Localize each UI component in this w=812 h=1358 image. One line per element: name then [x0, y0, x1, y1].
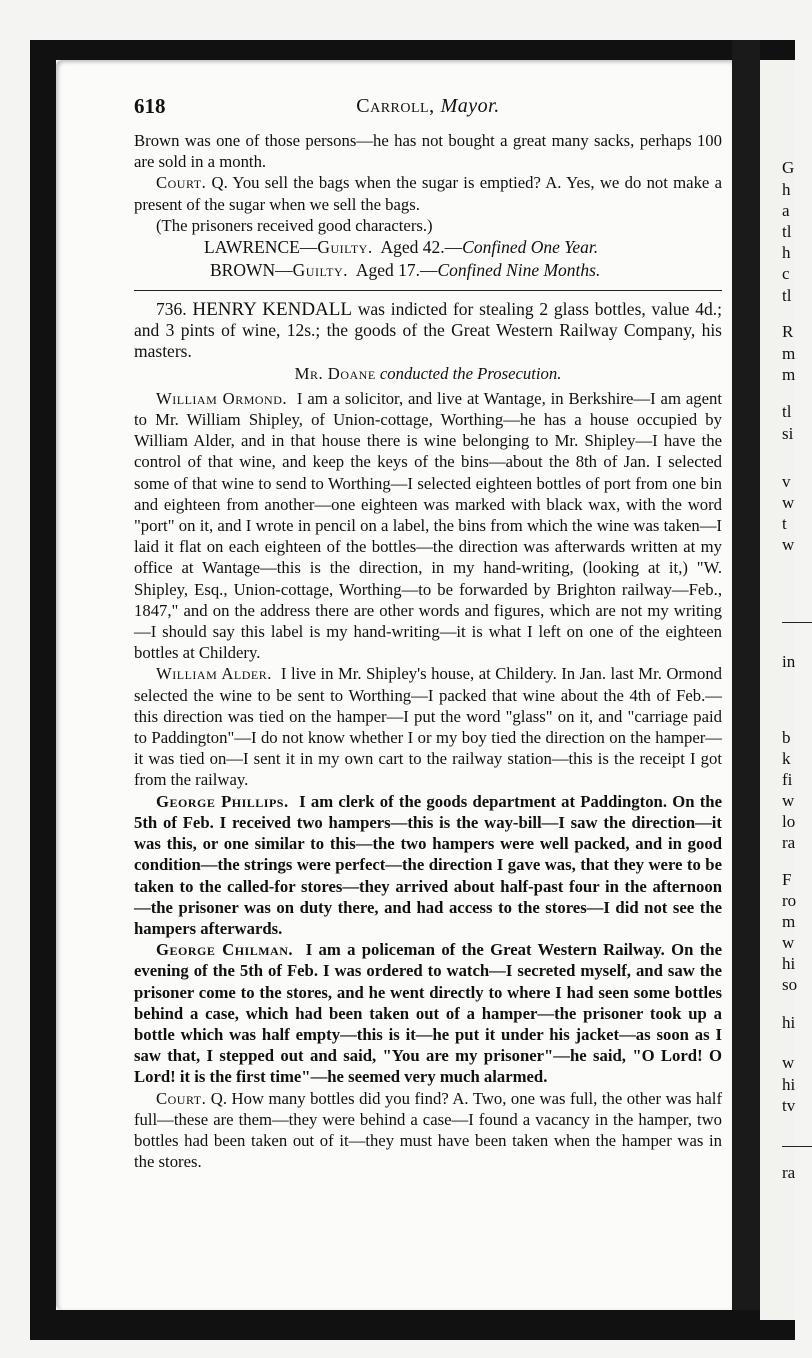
running-head-title: Mayor.: [440, 95, 500, 117]
next-page-fragment: w: [782, 791, 795, 810]
witness-testimony: [134, 939, 722, 1087]
court-question: [134, 172, 722, 214]
running-header: [134, 96, 722, 130]
defendant-name: LAWRENCE—: [204, 237, 318, 258]
next-page-fragment: t: [782, 514, 787, 533]
case-number: 736.: [156, 299, 187, 320]
page-content: [134, 96, 722, 1172]
running-head-name: Carroll,: [356, 95, 435, 117]
section-divider: [134, 290, 722, 291]
next-page-fragment: w: [782, 535, 795, 554]
sentence: Confined Nine Months.: [437, 260, 601, 281]
case-heading: [134, 299, 722, 363]
next-page-fragment: lo: [782, 812, 796, 831]
next-page-fragment: tl: [782, 222, 792, 241]
witness-name: George Phillips.: [156, 791, 289, 811]
witness-name: William Alder.: [156, 664, 272, 684]
witness-testimony: [134, 663, 722, 790]
testimony-text: I live in Mr. Shipley's house, at Childery. In Jan. last Mr. Ormond selected the wine to be sent to Worthing—I packed that wine about the 4th of Feb.—this direction was tied on the hamper—I put the word "glass" on it, and "carriage paid to Paddington"—I do not know whether I or my boy tied the direction on the hamper—it was tied on—I sent it in my own cart to the railway station—this is the receipt I got from the railway.: [134, 664, 723, 790]
defendant-name: BROWN—: [210, 260, 293, 281]
next-page-fragment: si: [782, 424, 794, 443]
scan-frame-top: [30, 40, 795, 60]
next-page-fragment: w: [782, 933, 795, 952]
page-number: 618: [134, 94, 166, 118]
next-page-rule: [782, 1146, 812, 1147]
next-page-fragment: in: [782, 652, 796, 671]
paragraph: (The prisoners received good characters.): [156, 215, 433, 235]
prosecution-line: [134, 363, 722, 384]
testimony-text: I am clerk of the goods department at Paddington. On the 5th of Feb. I received two hampers—this is the way-bill—I saw the direction—it was this, or one similar to this—the two hampers were well packed, and in good condition—the strings were perfect—the direction I gave was, that they were to be taken to the called-for stores—they arrived about half-past four in the afternoon—the prisoner was on duty there, and had access to the stores—I did not see the hampers afterwards.: [134, 791, 722, 938]
sentence: Confined One Year.: [462, 237, 599, 258]
verdict-line: [134, 259, 722, 282]
court-question: [134, 1088, 722, 1173]
next-page-fragment: m: [782, 344, 796, 363]
verdict: Guilty.: [317, 237, 373, 258]
next-page-fragment: c: [782, 264, 790, 283]
case-charge: was indicted for stealing 2 glass bottles, value 4d.; and 3 pints of wine, 12s.; the goods of the Great Western Railway Company, his masters.: [134, 299, 722, 362]
next-page-fragment: v: [782, 472, 791, 491]
age: Aged 42.—: [380, 237, 463, 258]
next-page-edge: [760, 60, 798, 1320]
speaker-label: Court.: [156, 173, 207, 193]
next-page-fragment: tl: [782, 402, 792, 421]
next-page-fragment: ra: [782, 1163, 796, 1182]
next-page-fragment: a: [782, 201, 790, 220]
witness-name: George Chilman.: [156, 940, 294, 960]
next-page-fragment: m: [782, 912, 796, 931]
paragraph-text: Q. How many bottles did you find? A. Two, one was full, the other was half full—these are them—they were behind a case—I found a vacancy in the hamper, two bottles had been taken out of it—they must have been taken when the hamper was in the stores.: [134, 1088, 722, 1172]
next-page-fragment: hi: [782, 1013, 796, 1032]
next-page-fragment: ra: [782, 833, 796, 852]
prosecution-text: conducted the Prosecution.: [379, 363, 562, 383]
next-page-fragment: R: [782, 322, 794, 341]
scan-frame-bottom: [30, 1310, 795, 1340]
verdict: Guilty.: [292, 260, 349, 281]
next-page-fragment: G: [782, 158, 795, 177]
testimony-text: I am a solicitor, and live at Wantage, in Berkshire—I am agent to Mr. William Shipley, of Union-cottage, Worthing—he has a house occupied by William Alder, and in that house there is wine belonging to Mr. Shipley—I have the control of that wine, and keep the keys of the bins—about the 8th of Jan. I selected some of that wine to send to Worthing—I selected eighteen bottles of port from one bin and eighteen from another—one eighteen was marked with black wax, with the word "port" on it, and I wrote in pencil on a label, the bins from which the wine was taken—I laid it flat on each eighteen of the bottles—the direction was afterwards written at my office at Wantage—this is the direction, in my hand-writing, (looking at it,) "W. Shipley, Esq., Union-cottage, Worthing—to be forwarded by Brighton railway—Feb., 1847," and on the address there are other words and figures, which are not my writing—I should say this label is my hand-writing—it is what I left on one of the eighteen bottles at Childery.: [134, 388, 722, 663]
book-spine: [732, 40, 760, 1340]
next-page-fragment: w: [782, 493, 795, 512]
next-page-fragment: b: [782, 728, 791, 747]
next-page-fragment: m: [782, 365, 796, 384]
next-page-fragment: hi: [782, 1075, 796, 1094]
next-page-fragment: hi: [782, 954, 796, 973]
witness-testimony: [134, 388, 722, 664]
defendant-name: HENRY KENDALL: [192, 299, 352, 321]
testimony-text: I am a policeman of the Great Western Railway. On the evening of the 5th of Feb. I was ordered to watch—I secreted myself, and saw the prisoner come to the stores, and he went directly to where I had seen some bottles behind a case, which had been taken out of a hamper—the prisoner took up a bottle which was half empty—this is it—he put it under his jacket—as soon as I saw that, I stepped out and said, "You are my prisoner"—he said, "O Lord! O Lord! it is the first time"—he seemed very much alarmed.: [134, 940, 722, 1087]
witness-name: William Ormond.: [156, 388, 288, 408]
paragraph: Brown was one of those persons—he has not bought a great many sacks, perhaps 100 are sold in a month.: [134, 131, 722, 172]
next-page-fragment: h: [782, 243, 791, 262]
next-page-fragment: so: [782, 975, 798, 994]
next-page-fragment: w: [782, 1053, 795, 1072]
speaker-label: Court.: [156, 1088, 207, 1108]
paragraph-text: Q. You sell the bags when the sugar is emptied? A. Yes, we do not make a present of the sugar when we sell the bags.: [134, 173, 723, 214]
scan-frame-left: [30, 40, 56, 1340]
next-page-fragment: tv: [782, 1096, 796, 1115]
prosecutor-name: Mr. Doane: [294, 363, 376, 383]
next-page-rule: [782, 622, 812, 623]
next-page-fragment: h: [782, 180, 791, 199]
next-page-fragment: F: [782, 870, 792, 889]
next-page-fragment: k: [782, 749, 791, 768]
next-page-fragment: ro: [782, 891, 797, 910]
witness-testimony: [134, 791, 722, 939]
age: Aged 17.—: [355, 260, 438, 281]
verdict-line: [134, 236, 722, 259]
next-page-fragment: tl: [782, 286, 792, 305]
running-head: [134, 96, 722, 117]
next-page-fragment: fi: [782, 770, 793, 789]
